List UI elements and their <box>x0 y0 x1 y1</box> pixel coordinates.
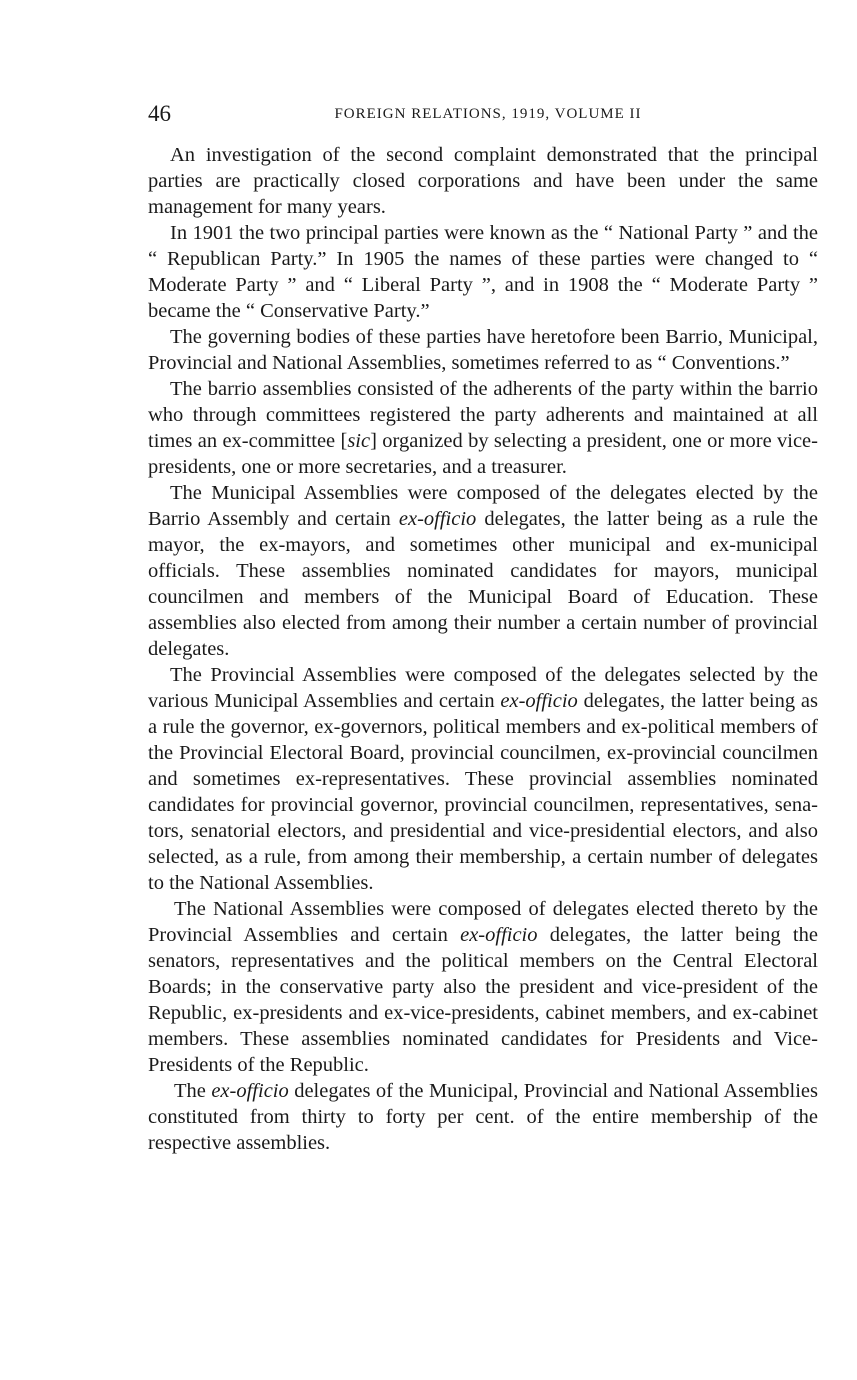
italic-term: ex-officio <box>500 690 578 712</box>
paragraph <box>148 896 818 1078</box>
text-run: delegates of the Municipal, Provincial and National Assemblies constituted from thirty to forty per cent. of the entire membership of the respective assemblies. <box>148 1080 818 1154</box>
italic-term: sic <box>347 430 371 452</box>
paragraph <box>148 480 818 662</box>
text-run: The barrio assemblies consisted of the adherents of the party within the barrio who through committees registered the party adherents and maintained at all times an ex-committee [ <box>148 378 818 452</box>
italic-term: ex-officio <box>398 508 477 530</box>
running-head: FOREIGN RELATIONS, 1919, VOLUME II <box>334 106 642 122</box>
paragraph <box>148 220 818 324</box>
text-run: The National Assemblies were composed of delegates elected thereto by the Provincial Assemblies and certain <box>148 898 818 946</box>
paragraph <box>148 142 818 220</box>
paragraph <box>148 1078 818 1156</box>
page-header <box>148 100 828 128</box>
paragraph <box>148 376 818 480</box>
text-run: ] organized by selecting a president, one or more vice-presidents, one or more secretaries, and a treasurer. <box>148 430 818 478</box>
text-run: The governing bodies of these parties have heretofore been Barrio, Municipal, Provincial and National Assemblies, sometimes referred to as “ Conventions.” <box>148 326 818 374</box>
text-run: The <box>174 1080 212 1102</box>
paragraph <box>148 324 818 376</box>
text-run: delegates, the latter being as a rule the governor, ex-governors, political members and ex-political members of the Provincial Electoral Board, provincial councilmen, ex-provincial councilmen and sometimes ex-representatives. These provincial assemblies nominated candidates for provincial governor, provincial councilmen, representatives, senators, senatorial electors, and presidential and vice-presidential electors, and also selected, as a rule, from among their membership, a certain number of delegates to the National Assemblies. <box>148 690 818 894</box>
text-run: In 1901 the two principal parties were known as the “ National Party ” and the “ Republican Party.” In 1905 the names of these parties were changed to “ Moderate Party ” and “ Liberal Party ”, and in 1908 the “ Moderate Party ” became the “ Conservative Party.” <box>148 222 818 322</box>
text-run: delegates, the latter being the senators, representatives and the political members on the Central Electoral Boards; in the conservative party also the president and vice-president of the Republic, ex-presidents and ex-vice-presidents, cabinet members, and ex-cabinet members. These assemblies nominated candidates for Presidents and Vice-Presidents of the Republic. <box>148 924 818 1076</box>
text-run: delegates, the latter being as a rule the mayor, the ex-mayors, and sometimes other municipal and ex-municipal officials. These assemblies nominated candidates for mayors, municipal councilmen and members of the Municipal Board of Education. These assemblies also elected from among their number a certain number of provincial delegates. <box>148 508 818 660</box>
text-run: The Municipal Assemblies were composed of the delegates elected by the Barrio Assembly and certain <box>148 482 818 530</box>
body-text <box>148 142 818 1156</box>
text-run: The Provincial Assemblies were composed of the delegates selected by the various Municipal Assemblies and certain <box>148 664 818 712</box>
text-run: An investigation of the second complaint demonstrated that the principal parties are practically closed corporations and have been under the same management for many years. <box>148 144 818 218</box>
page-number: 46 <box>148 101 171 126</box>
paragraph <box>148 662 818 896</box>
italic-term: ex-officio <box>211 1080 289 1102</box>
italic-term: ex-officio <box>460 924 538 946</box>
